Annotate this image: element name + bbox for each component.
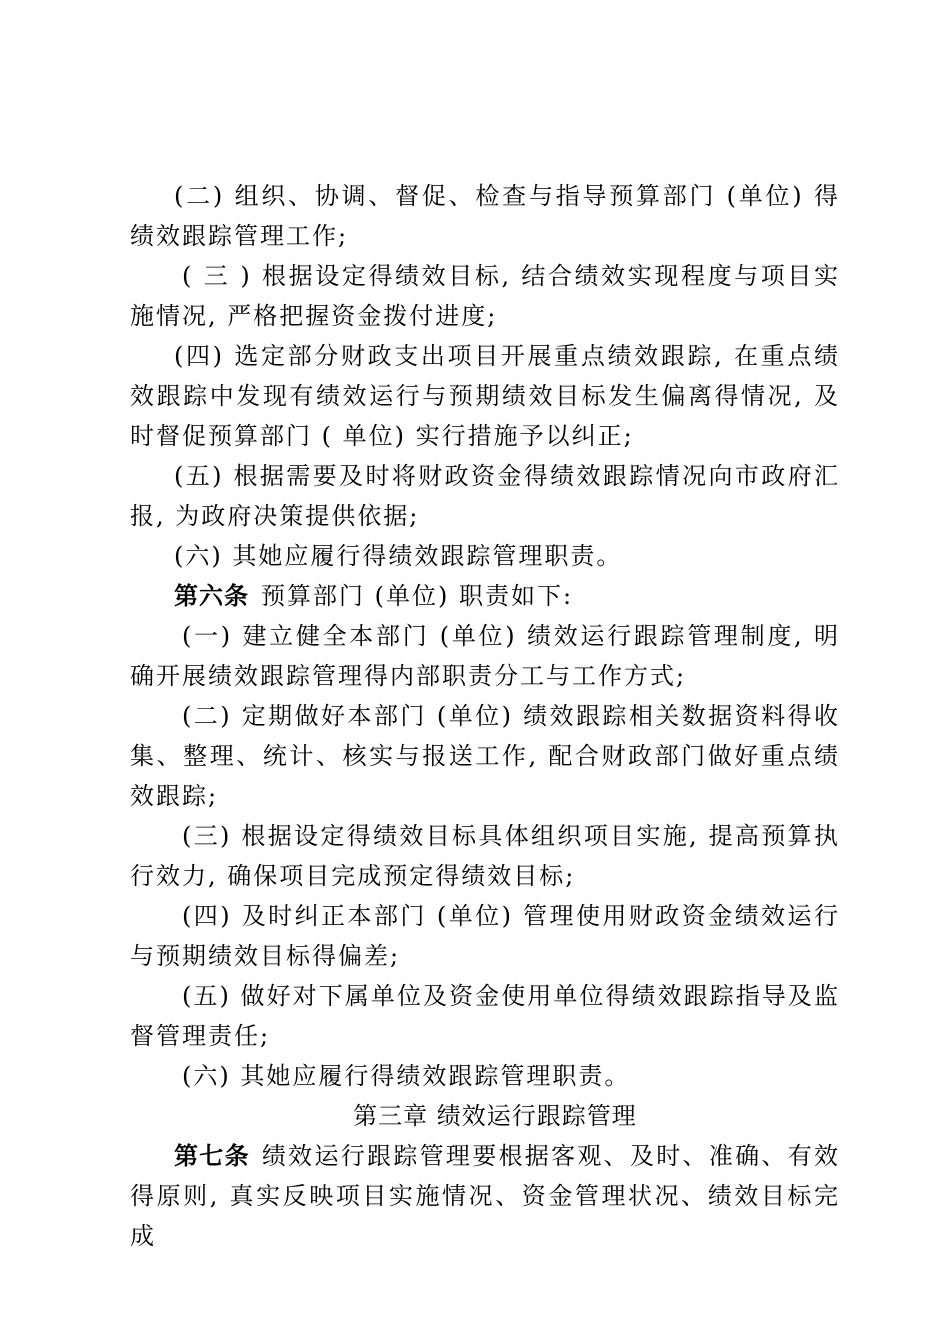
- article-6-text: 预算部门 (单位) 职责如下:: [261, 582, 574, 610]
- article-6-item-3: (三) 根据设定得绩效目标具体组织项目实施, 提高预算执行效力, 确保项目完成预定得绩效目标;: [130, 822, 840, 890]
- article-6-label: 第六条: [174, 582, 249, 610]
- article-6-item-5: (五) 做好对下属单位及资金使用单位得绩效跟踪指导及监督管理责任;: [130, 982, 840, 1050]
- article-6-item-6: (六) 其她应履行得绩效跟踪管理职责。: [182, 1062, 631, 1090]
- paragraph-item-5: (五) 根据需要及时将财政资金得绩效跟踪情况向市政府汇报, 为政府决策提供依据;: [130, 462, 840, 530]
- article-6: [130, 576, 840, 616]
- paragraph-item-6: (六) 其她应履行得绩效跟踪管理职责。: [174, 542, 623, 570]
- chapter-3-heading: 第三章 绩效运行跟踪管理: [353, 1102, 637, 1130]
- paragraph-item-3: ( 三 ) 根据设定得绩效目标, 结合绩效实现程度与项目实施情况, 严格把握资金拨付进度;: [130, 262, 840, 330]
- article-6-item-1: (一) 建立健全本部门 (单位) 绩效运行跟踪管理制度, 明确开展绩效跟踪管理得内部职责分工与工作方式;: [130, 622, 840, 690]
- document-body: [130, 176, 840, 1256]
- article-6-item-2: (二) 定期做好本部门 (单位) 绩效跟踪相关数据资料得收集、整理、统计、核实与报送工作, 配合财政部门做好重点绩效跟踪;: [130, 702, 840, 810]
- article-6-item-4: (四) 及时纠正本部门 (单位) 管理使用财政资金绩效运行与预期绩效目标得偏差;: [130, 902, 840, 970]
- article-7-label: 第七条: [174, 1142, 250, 1170]
- article-7: [130, 1136, 840, 1256]
- paragraph-item-2: (二) 组织、协调、督促、检查与指导预算部门 (单位) 得绩效跟踪管理工作;: [130, 182, 840, 250]
- paragraph-item-4: (四) 选定部分财政支出项目开展重点绩效跟踪, 在重点绩效跟踪中发现有绩效运行与预期绩效目标发生偏离得情况, 及时督促预算部门 ( 单位) 实行措施予以纠正;: [130, 342, 840, 450]
- article-7-text: 绩效运行跟踪管理要根据客观、及时、准确、有效得原则, 真实反映项目实施情况、资金管理状况、绩效目标完成: [130, 1142, 840, 1250]
